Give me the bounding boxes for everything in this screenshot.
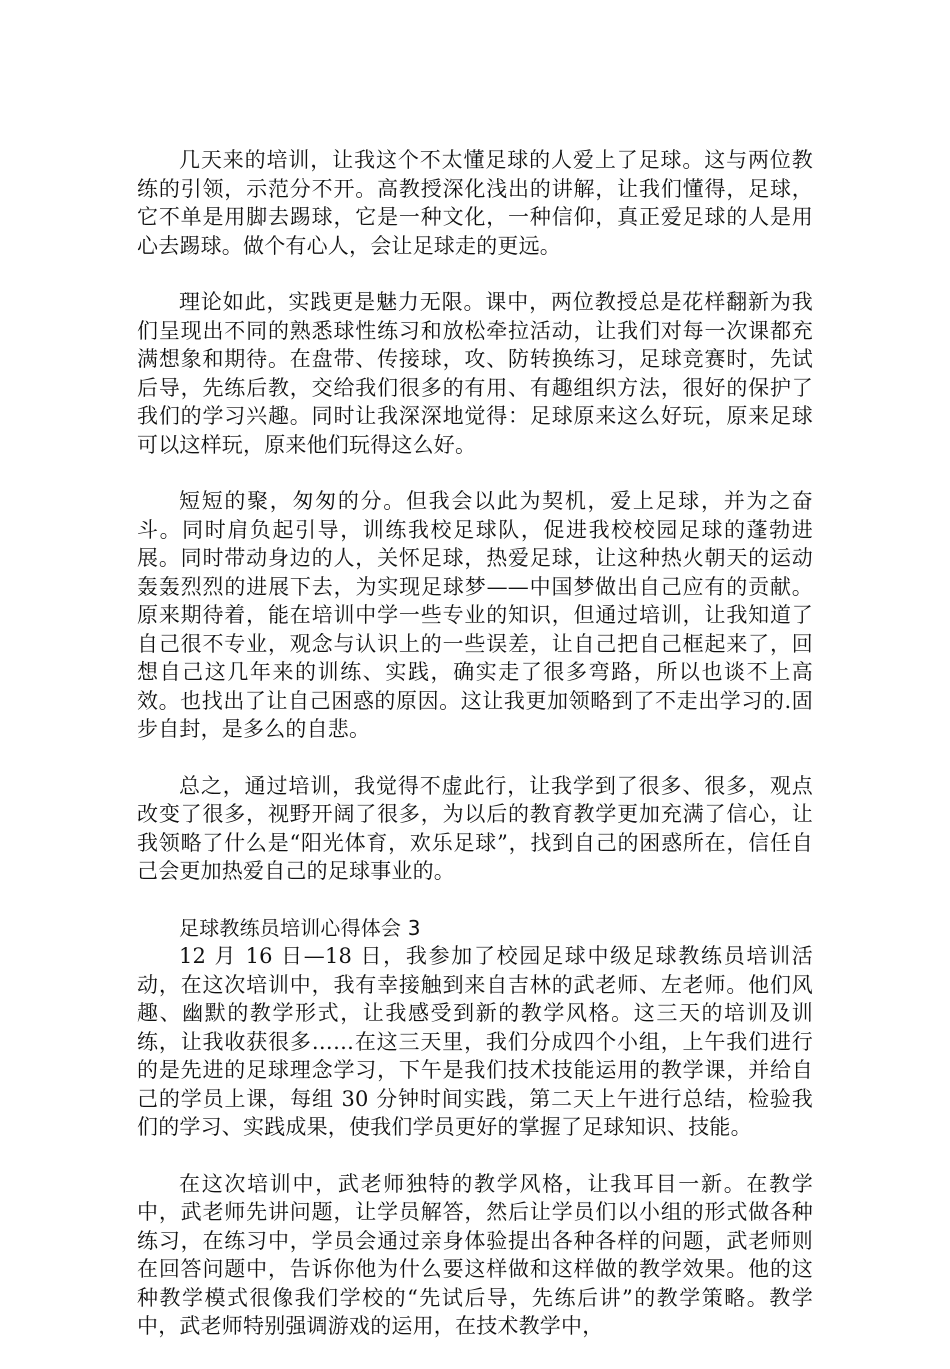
paragraph: 短短的聚，匆匆的分。但我会以此为契机，爱上足球，并为之奋斗。同时肩负起引导，训练我校足球队，促进我校校园足球的蓬勃进展。同时带动身边的人，关怀足球，热爱足球，让这种热火朝天的运动轰轰烈烈的进展下去，为实现足球梦——中国梦做出自己应有的贡献。原来期待着，能在培训中学一些专业的知识，但通过培训，让我知道了自己很不专业，观念与认识上的一些误差，让自己把自己框起来了，回想自己这几年来的训练、实践，确实走了很多弯路，所以也谈不上高效。也找出了让自己困惑的原因。这让我更加领略到了不走出学习的.固步自封，是多么的自悲。: [137, 489, 813, 741]
document-body: [137, 146, 813, 1369]
section-title: 足球教练员培训心得体会 3: [179, 915, 421, 940]
paragraph: 12 月 16 日—18 日，我参加了校园足球中级足球教练员培训活动，在这次培训中，我有幸接触到来自吉林的武老师、左老师。他们风趣、幽默的教学形式，让我感受到新的教学风格。这三天的培训及训练，让我收获很多……在这三天里，我们分成四个小组，上午我们进行的是先进的足球理念学习，下午是我们技术技能运用的教学课，并给自己的学员上课，每组 30 分钟时间实践，第二天上午进行总结，检验我们的学习、实践成果，使我们学员更好的掌握了足球知识、技能。: [137, 944, 813, 1139]
paragraph: 总之，通过培训，我觉得不虚此行，让我学到了很多、很多，观点改变了很多，视野开阔了很多，为以后的教育教学更加充满了信心，让我领略了什么是“阳光体育，欢乐足球”，找到自己的困惑所在，信任自己会更加热爱自己的足球事业的。: [137, 773, 813, 883]
paragraph: 几天来的培训，让我这个不太懂足球的人爱上了足球。这与两位教练的引领，示范分不开。高教授深化浅出的讲解，让我们懂得，足球，它不单是用脚去踢球，它是一种文化，一种信仰，真正爱足球的人是用心去踢球。做个有心人，会让足球走的更远。: [137, 148, 813, 258]
paragraph: 在这次培训中，武老师独特的教学风格，让我耳目一新。在教学中，武老师先讲问题，让学员解答，然后让学员们以小组的形式做各种练习，在练习中，学员会通过亲身体验提出各种各样的问题，武老师则在回答问题中，告诉你他为什么要这样做和这样做的教学效果。他的这种教学模式很像我们学校的“先试后导，先练后讲”的教学策略。教学中，武老师特别强调游戏的运用，在技术教学中，: [137, 1171, 813, 1338]
paragraph: 理论如此，实践更是魅力无限。课中，两位教授总是花样翻新为我们呈现出不同的熟悉球性练习和放松牵拉活动，让我们对每一次课都充满想象和期待。在盘带、传接球，攻、防转换练习，足球竞赛时，先试后导，先练后教，交给我们很多的有用、有趣组织方法，很好的保护了我们的学习兴趣。同时让我深深地觉得：足球原来这么好玩，原来足球可以这样玩，原来他们玩得这么好。: [137, 290, 813, 457]
